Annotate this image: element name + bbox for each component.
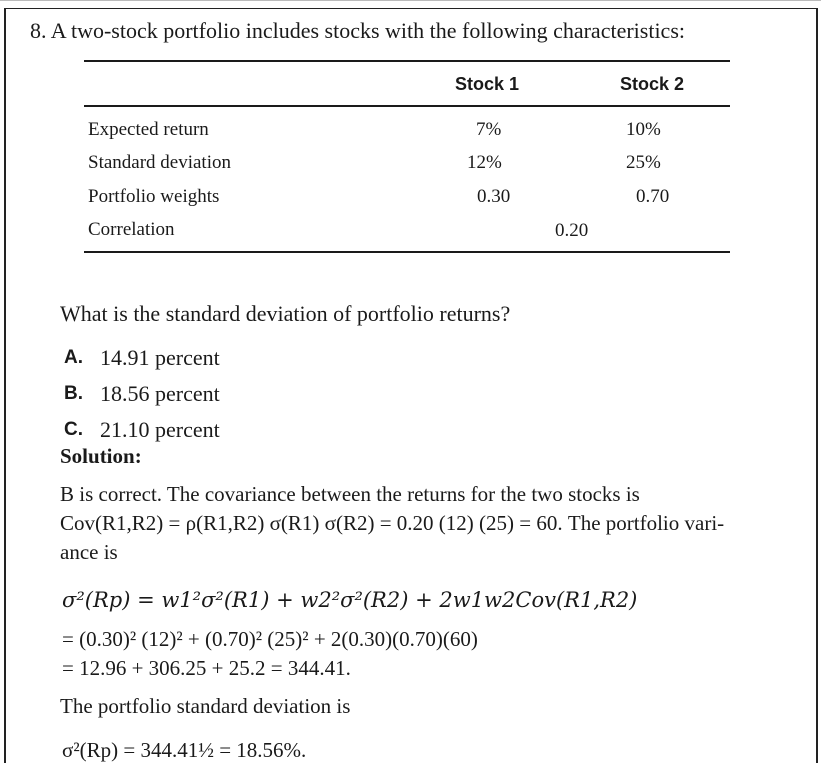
variance-result: = 12.96 + 306.25 + 25.2 = 344.41. <box>62 656 351 680</box>
cell-stock2-std: 25% <box>626 152 661 173</box>
table-header-stock1: Stock 1 <box>455 74 520 94</box>
solution-line-2: Cov(R1,R2) = ρ(R1,R2) σ(R1) σ(R2) = 0.20 (12) (25) = 60. The portfolio vari- <box>60 511 725 535</box>
row-label-expected-return: Expected return <box>88 119 209 140</box>
row-label-std-dev: Standard deviation <box>88 152 231 173</box>
option-c-letter: C. <box>64 419 83 440</box>
option-b-letter: B. <box>64 383 83 404</box>
top-divider <box>0 0 821 1</box>
solution-line-3: ance is <box>60 540 118 564</box>
table-top-rule <box>84 60 730 62</box>
cell-stock1-return: 7% <box>476 119 502 140</box>
option-a-letter: A. <box>64 347 83 368</box>
question-prompt: What is the standard deviation of portfolio returns? <box>60 301 511 326</box>
solution-line-1: B is correct. The covariance between the returns for the two stocks is <box>60 482 640 506</box>
option-a-text: 14.91 percent <box>100 345 220 370</box>
option-c-text: 21.10 percent <box>100 417 220 442</box>
cell-stock1-std: 12% <box>467 152 502 173</box>
table-bottom-rule <box>84 251 730 253</box>
table-header-rule <box>84 105 730 107</box>
solution-line-4: The portfolio standard deviation is <box>60 694 351 718</box>
cell-stock2-return: 10% <box>626 119 661 140</box>
variance-substitution: = (0.30)² (12)² + (0.70)² (25)² + 2(0.30)(0.70)(60) <box>62 627 478 651</box>
option-b-text: 18.56 percent <box>100 381 220 406</box>
row-label-correlation: Correlation <box>88 219 175 240</box>
cell-correlation: 0.20 <box>555 220 589 241</box>
variance-formula: σ²(Rp) = w1²σ²(R1) + w2²σ²(R2) + 2w1w2Cov(R1,R2) <box>62 588 638 612</box>
std-dev-result: σ²(Rp) = 344.41½ = 18.56%. <box>62 738 307 762</box>
question-text: 8. A two-stock portfolio includes stocks with the following characteristics: <box>30 18 685 43</box>
cell-stock1-weight: 0.30 <box>477 186 511 207</box>
cell-stock2-weight: 0.70 <box>636 186 670 207</box>
table-header-stock2: Stock 2 <box>620 74 685 94</box>
row-label-weights: Portfolio weights <box>88 186 220 207</box>
solution-heading: Solution: <box>60 444 142 468</box>
